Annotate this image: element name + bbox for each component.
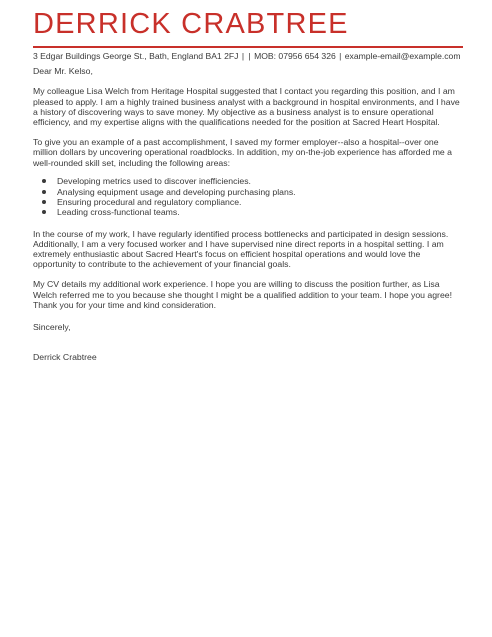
contact-separator: | [241, 51, 245, 61]
skill-text: Ensuring procedural and regulatory compliance. [57, 196, 242, 207]
paragraph-accomplishment: To give you an example of a past accomplishment, I saved my former employer--also a hospital--over one million dollars by uncovering operational roadblocks. In addition, my on-the-job experience has afforded me a well-rounded skill set, including the following areas: [33, 136, 453, 168]
closing: Sincerely, [33, 322, 71, 333]
paragraph-introduction: My colleague Lisa Welch from Heritage Hospital suggested that I contact you regarding this position, and I am pleased to apply. I am a highly trained business analyst with a background in hospital environments, and I have a history of discovering ways to save money. My objective as a business analyst is to ensure operational efficiency, and my expertise aligns with the qualifications needed for the position at Sacred Heart Hospital. [33, 86, 460, 128]
contact-separator: | [248, 51, 251, 61]
bullet-icon [42, 200, 46, 204]
list-item [33, 207, 465, 217]
contact-mobile: MOB: 07956 654 326 [254, 51, 336, 61]
salutation: Dear Mr. Kelso, [33, 66, 93, 76]
bullet-icon [42, 179, 46, 183]
header-divider [33, 46, 463, 48]
contact-line [33, 51, 461, 61]
skill-text: Leading cross-functional teams. [57, 207, 180, 218]
bullet-icon [42, 210, 46, 214]
paragraph-experience: In the course of my work, I have regularly identified process bottlenecks and participated in design sessions. Additionally, I am a very focused worker and I have supervised nine direct reports in a hospital setting. I am extremely enthusiastic about Sacred Heart's focus on efficient hospital operations and would love the opportunity to contribute to the achievement of your financial goals. [33, 228, 449, 270]
bullet-icon [42, 190, 46, 194]
skill-text: Analysing equipment usage and developing purchasing plans. [57, 186, 296, 197]
paragraph-conclusion: My CV details my additional work experience. I hope you are willing to discuss the position further, as Lisa Welch referred me to you because she thought I might be a qualified addition to your team. I hope you agree! Thank you for your time and kind consideration. [33, 279, 453, 310]
contact-address: 3 Edgar Buildings George St., Bath, England BA1 2FJ [33, 51, 239, 61]
applicant-name: DERRICK CRABTREE [33, 8, 349, 40]
skill-text: Developing metrics used to discover inefficiencies. [57, 176, 251, 187]
list-item [33, 176, 465, 186]
contact-separator: | [339, 51, 342, 61]
signature-name: Derrick Crabtree [33, 352, 97, 363]
list-item [33, 187, 465, 197]
skills-list [33, 176, 465, 217]
contact-email: example-email@example.com [344, 51, 461, 61]
letter-body [33, 66, 465, 372]
list-item [33, 197, 465, 207]
